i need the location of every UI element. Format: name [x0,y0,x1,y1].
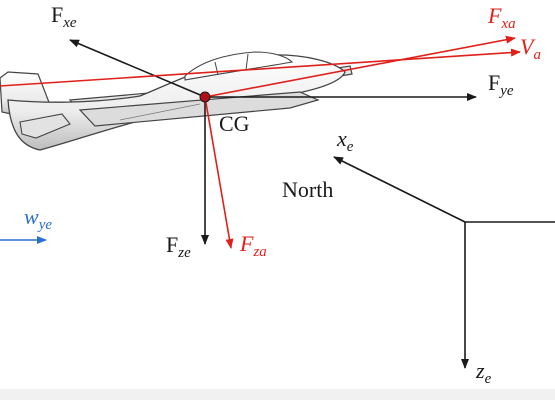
bottom-band [0,389,555,400]
fxe-label: $F_{xe}$ [51,2,77,31]
fye-label: $F_{ye}$ [488,70,514,99]
cg-label: CG [219,111,250,136]
ze-label: $z_e$ [476,358,492,387]
xe-label: $x_e$ [337,126,354,155]
fze-label: $F_{ze}$ [166,232,191,261]
fza-label: $F_{za}$ [240,231,267,260]
wye-label: $w_{ye}$ [24,204,53,233]
xe-axis [334,157,465,222]
fxa-label: $F_{xa}$ [488,3,516,32]
va-label: $V_a$ [520,34,541,63]
north-label: North [282,177,334,202]
fxe-vector [70,40,205,97]
cg-marker-icon [200,92,210,102]
